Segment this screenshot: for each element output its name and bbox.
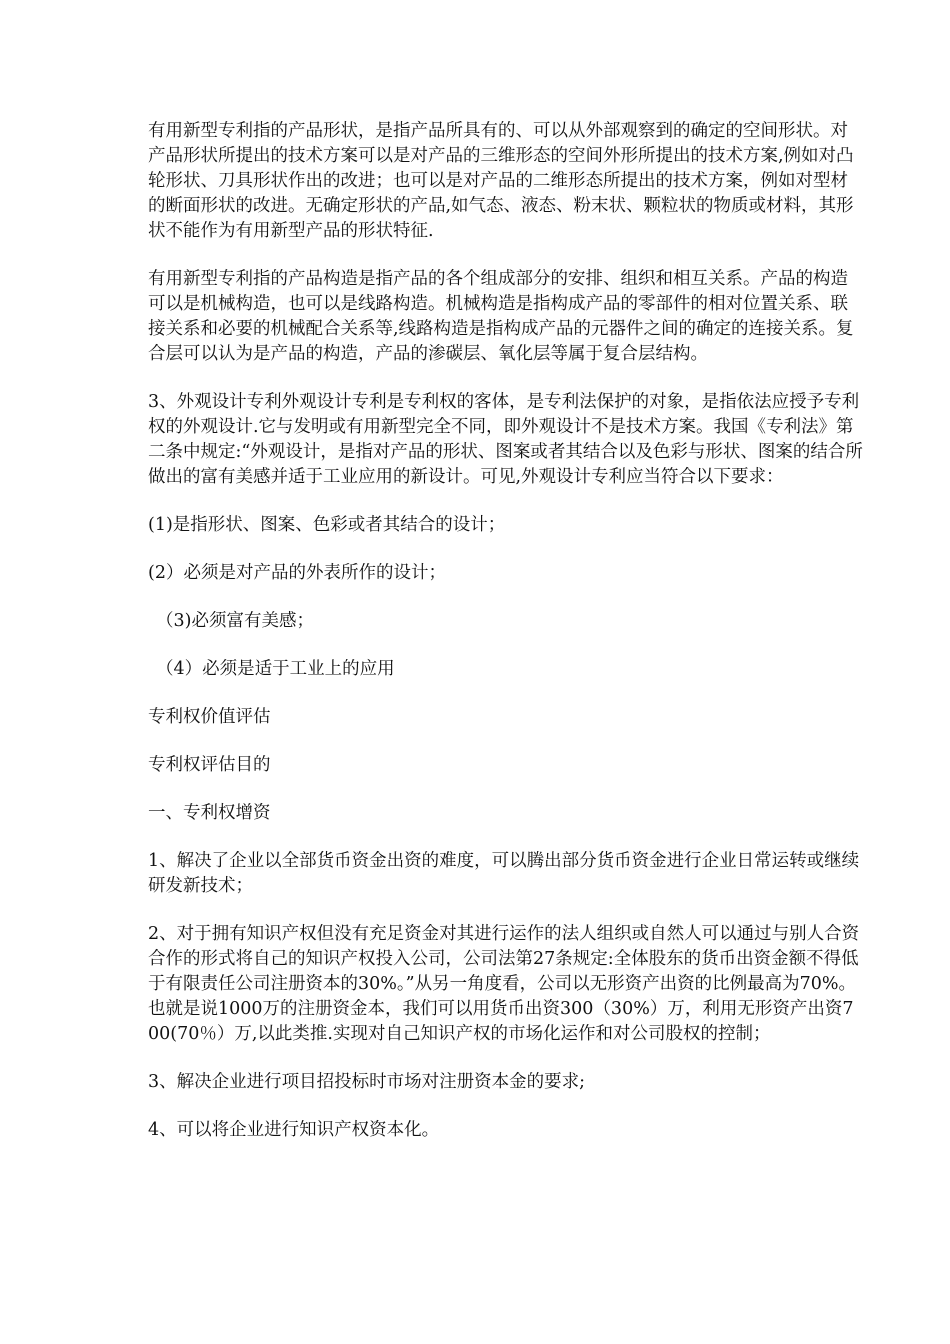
paragraph-design-patent: 3、外观设计专利外观设计专利是专利权的客体，是专利法保护的对象，是指依法应授予专利权的外观设计.它与发明或有用新型完全不同，即外观设计不是技术方案。我国《专利法》第二条中规定:“外观设计，是指对产品的形状、图案或者其结合以及色彩与形状、图案的结合所做出的富有美感并适于工业应用的新设计。可见,外观设计专利应当符合以下要求：: [148, 392, 863, 487]
paragraph-point-3: 3、解决企业进行项目招投标时市场对注册资本金的要求;: [148, 1072, 586, 1092]
paragraph-utility-model-structure: 有用新型专利指的产品构造是指产品的各个组成部分的安排、组织和相互关系。产品的构造可以是机械构造，也可以是线路构造。机械构造是指构成产品的零部件的相对位置关系、联接关系和必要的机械配合关系等,线路构造是指构成产品的元器件之间的确定的连接关系。复合层可以认为是产品的构造，产品的渗碳层、氧化层等属于复合层结构。: [148, 269, 854, 364]
paragraph-point-2: 2、对于拥有知识产权但没有充足资金对其进行运作的法人组织或自然人可以通过与别人合资合作的形式将自己的知识产权投入公司，公司法第27条规定:全体股东的货币出资金额不得低于有限责任公司注册资本的30%。”从另一角度看，公司以无形资产出资的比例最高为70%。也就是说1000万的注册资金本，我们可以用货币出资300（30%）万，利用无形资产出资700(70％）万,以此类推.实现对自己知识产权的市场化运作和对公司股权的控制；: [148, 924, 860, 1044]
paragraph-point-1: 1、解决了企业以全部货币资金出资的难度，可以腾出部分货币资金进行企业日常运转或继续研发新技术；: [148, 851, 860, 896]
paragraph-point-4: 4、可以将企业进行知识产权资本化。: [148, 1120, 440, 1140]
list-item-requirement-4: （4）必须是适于工业上的应用: [156, 659, 395, 679]
list-item-requirement-2: (2）必须是对产品的外表所作的设计；: [148, 563, 446, 583]
section-heading-valuation: 专利权价值评估: [148, 707, 271, 727]
section-heading-purpose: 专利权评估目的: [148, 755, 271, 775]
list-item-requirement-1: (1)是指形状、图案、色彩或者其结合的设计；: [148, 515, 506, 535]
section-heading-capital-increase: 一、专利权增资: [148, 803, 271, 823]
paragraph-utility-model-shape: 有用新型专利指的产品形状，是指产品所具有的、可以从外部观察到的确定的空间形状。对产品形状所提出的技术方案可以是对产品的三维形态的空间外形所提出的技术方案,例如对凸轮形状、刀具形状作出的改进；也可以是对产品的二维形态所提出的技术方案，例如对型材的断面形状的改进。无确定形状的产品,如气态、液态、粉末状、颗粒状的物质或材料，其形状不能作为有用新型产品的形状特征.: [148, 121, 854, 241]
list-item-requirement-3: （3)必须富有美感；: [156, 611, 314, 631]
document-body: [148, 119, 863, 1166]
